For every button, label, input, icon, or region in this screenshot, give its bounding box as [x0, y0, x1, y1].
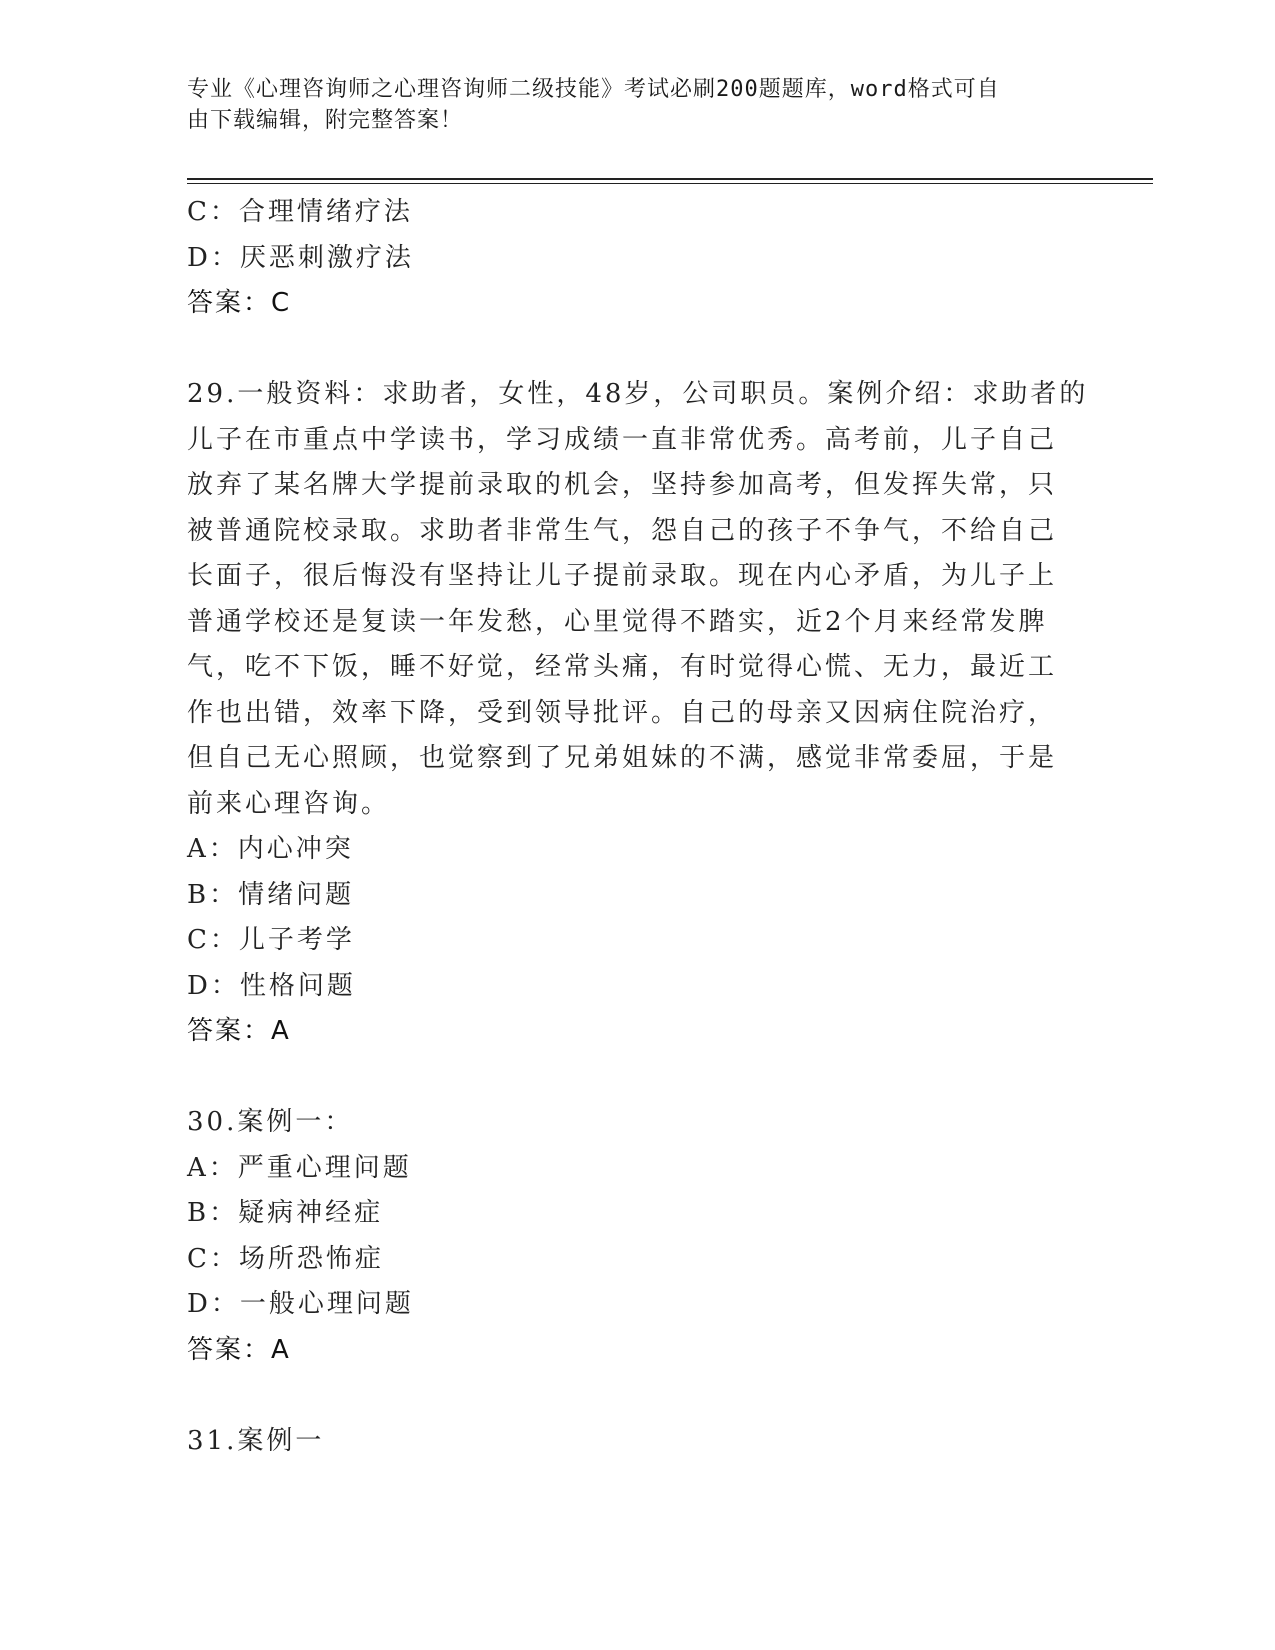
question-31-stem: 31.案例一 — [187, 1425, 325, 1456]
question-29-line: 前来心理咨询。 — [187, 788, 391, 819]
option-c: C：合理情绪疗法 — [187, 197, 413, 227]
spacer — [187, 1373, 1087, 1419]
answer-line: 答案：A — [187, 1334, 291, 1365]
option-a: A：内心冲突 — [187, 834, 354, 864]
question-29-line: 气，吃不下饭，睡不好觉，经常头痛，有时觉得心慌、无力，最近工 — [187, 652, 1058, 682]
option-d: D：一般心理问题 — [187, 1289, 414, 1319]
document-body — [187, 190, 1087, 1464]
header-line-1: 专业《心理咨询师之心理咨询师二级技能》考试必刷200题题库，word格式可自 — [187, 77, 1000, 102]
option-b: B：疑病神经症 — [187, 1198, 384, 1228]
question-29-line: 29.一般资料：求助者，女性，48岁，公司职员。案例介绍：求助者的 — [187, 379, 1089, 409]
question-29-line: 被普通院校录取。求助者非常生气，怨自己的孩子不争气，不给自己 — [187, 515, 1058, 546]
option-b: B：情绪问题 — [187, 879, 355, 910]
option-d: D：厌恶刺激疗法 — [187, 242, 414, 273]
question-29-line: 普通学校还是复读一年发愁，心里觉得不踏实，近2个月来经常发脾 — [187, 606, 1048, 637]
question-29-line: 放弃了某名牌大学提前录取的机会，坚持参加高考，但发挥失常，只 — [187, 470, 1058, 500]
header-line-2: 由下载编辑，附完整答案！ — [187, 108, 464, 133]
answer-line: 答案：A — [187, 1016, 291, 1046]
document-header — [187, 74, 1067, 136]
option-a: A：严重心理问题 — [187, 1152, 412, 1183]
header-rule-thin — [187, 183, 1153, 184]
spacer — [187, 327, 1087, 373]
question-30-stem: 30.案例一： — [187, 1107, 354, 1137]
question-29-line: 作也出错，效率下降，受到领导批评。自己的母亲又因病住院治疗， — [187, 697, 1058, 728]
option-c: C：儿子考学 — [187, 925, 355, 955]
option-c: C：场所恐怖症 — [187, 1243, 384, 1274]
answer-line: 答案：C — [187, 288, 292, 318]
question-29-line: 但自己无心照顾，也觉察到了兄弟姐妹的不满，感觉非常委屈，于是 — [187, 743, 1058, 773]
option-d: D：性格问题 — [187, 970, 356, 1001]
header-rule-thick — [187, 178, 1153, 180]
question-29-line: 儿子在市重点中学读书，学习成绩一直非常优秀。高考前，儿子自己 — [187, 424, 1058, 455]
question-29 — [187, 372, 1089, 827]
question-29-line: 长面子，很后悔没有坚持让儿子提前录取。现在内心矛盾，为儿子上 — [187, 561, 1058, 591]
spacer — [187, 1055, 1087, 1101]
